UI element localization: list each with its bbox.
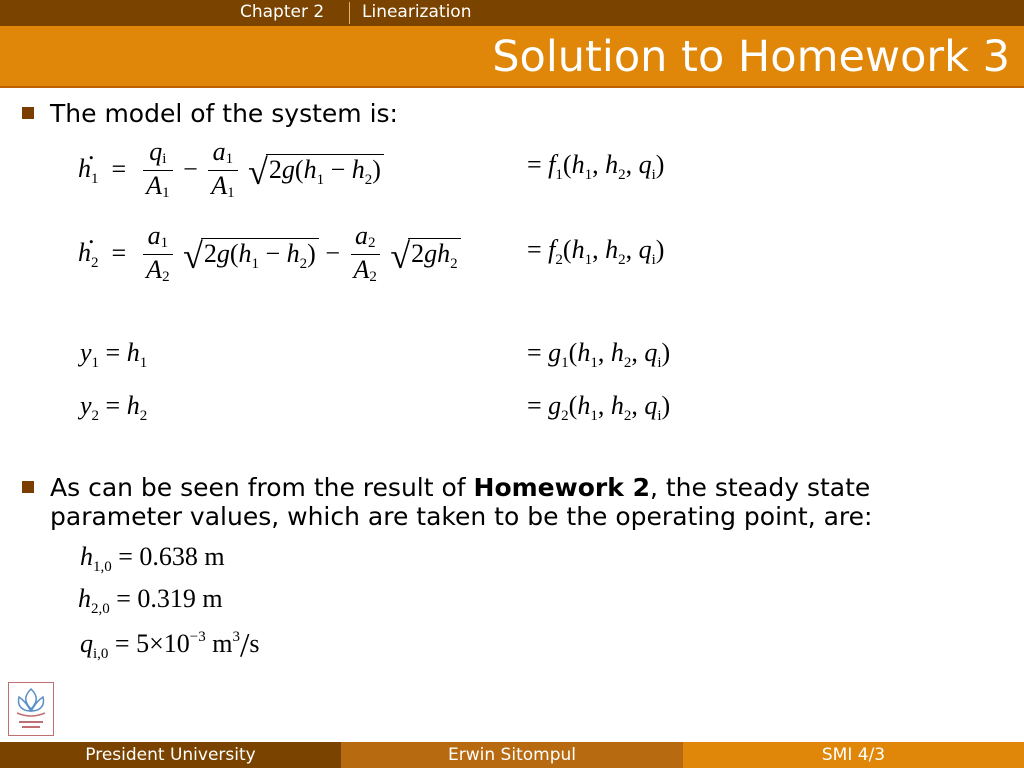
lotus-icon xyxy=(9,683,53,735)
op-sub: 2,0 xyxy=(91,601,110,617)
footer-bar xyxy=(0,742,1024,768)
op-unit-den: s xyxy=(249,628,260,658)
header-bar xyxy=(0,0,1024,26)
equation-y1: $y_1 = h_1$ xyxy=(80,338,148,371)
op-unit: m xyxy=(212,628,233,658)
header-divider xyxy=(349,2,350,24)
equation-h2-dot: . $h_2$ = $\frac{a1}{A2}$ $√2g(h_1 - h_2)$ − $\frac{a2}{A2}$ $√2gh_2$ xyxy=(78,222,461,289)
title-bar xyxy=(0,26,1024,86)
operating-point-h2: $h_{2,0} = 0.319$ m xyxy=(78,584,223,617)
op-var: h xyxy=(80,542,93,571)
op-sub: i,0 xyxy=(93,645,109,662)
op-unit-exp: 3 xyxy=(232,628,240,645)
op-exponent: −3 xyxy=(189,628,206,645)
operating-point-qi: $q_{i,0} = 5\times 10^{-3}$ $m^3/s$ xyxy=(80,627,260,664)
op-unit: m xyxy=(202,584,223,613)
bullet-text-2-after: , the steady state parameter values, which are taken to be the operating point, are: xyxy=(50,473,873,531)
bullet-text-2-before: As can be seen from the result of xyxy=(50,473,474,502)
operating-point-h1: $h_{1,0} = 0.638$ m xyxy=(80,542,225,575)
op-var: h xyxy=(78,584,91,613)
chapter-label: Chapter 2 xyxy=(240,2,325,22)
bullet-text-2 xyxy=(50,473,1000,531)
bullet-text-2-bold: Homework 2 xyxy=(473,473,650,502)
bullet-text-1: The model of the system is: xyxy=(50,99,398,128)
equation-y2: $y_2 = h_2$ xyxy=(80,391,148,424)
op-sub: 1,0 xyxy=(93,559,112,575)
footer-institution: President University xyxy=(0,742,341,768)
title-rule xyxy=(0,86,1024,88)
equation-f1: = $f_1(h_1$, $h_2$, $q_i$) xyxy=(527,150,665,183)
equation-g1: = $g_1(h_1$, $h_2$, $q_i$) xyxy=(527,338,671,371)
op-value: 0.638 xyxy=(139,542,198,571)
footer-author: Erwin Sitompul xyxy=(341,742,683,768)
op-value: 0.319 xyxy=(137,584,196,613)
equation-h1-dot: . $h_1$ = $\frac{qi}{A1}$ − $\frac{a1}{A1}$ $√2g(h_1 - h_2)$ xyxy=(78,138,384,205)
equation-f2: = $f_2(h_1$, $h_2$, $q_i$) xyxy=(527,235,665,268)
op-value: 5×10 xyxy=(136,628,190,658)
bullet-marker-2 xyxy=(22,481,34,493)
bullet-marker-1 xyxy=(22,107,34,119)
slide-title: Solution to Homework 3 xyxy=(492,32,1010,82)
president-university-logo xyxy=(8,682,54,736)
op-unit: m xyxy=(204,542,225,571)
op-var: q xyxy=(80,628,93,658)
equation-g2: = $g_2(h_1$, $h_2$, $q_i$) xyxy=(527,391,671,424)
footer-page: SMI 4/3 xyxy=(683,742,1024,768)
section-label: Linearization xyxy=(362,2,472,22)
